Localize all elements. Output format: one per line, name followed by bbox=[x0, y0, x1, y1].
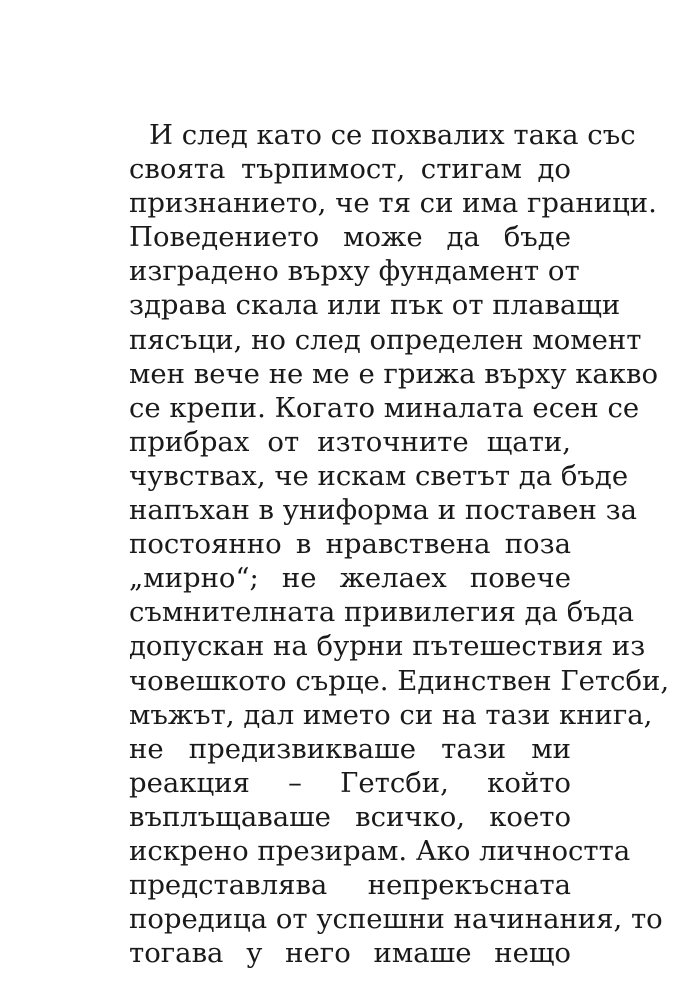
text-line: Поведението може да бъде bbox=[129, 221, 571, 254]
text-line: искрено презирам. Ако личността bbox=[129, 834, 631, 867]
text-line: представлява непрекъсната bbox=[129, 869, 571, 902]
text-line: здрава скала или пък от плаващи bbox=[129, 289, 621, 322]
text-line: изградено върху фундамент от bbox=[129, 255, 580, 288]
text-line: реакция – Гетсби, който bbox=[129, 766, 571, 799]
text-line: „мирно“; не желаех повече bbox=[129, 562, 571, 595]
text-line: мен вече не ме е грижа върху какво bbox=[129, 357, 659, 390]
text-line: своята търпимост, стигам до bbox=[129, 153, 571, 186]
text-line: мъжът, дал името си на тази книга, bbox=[129, 698, 653, 731]
text-line: съмнителната привилегия да бъда bbox=[129, 596, 635, 629]
text-line: допускан на бурни пътешествия из bbox=[129, 630, 646, 663]
text-line: И след като се похвалих така със bbox=[149, 119, 636, 151]
text-line: тогава у него имаше нещо bbox=[129, 937, 571, 970]
text-line: напъхан в униформа и поставен за bbox=[129, 494, 637, 527]
text-line: постоянно в нравствена поза bbox=[129, 528, 571, 561]
text-line: пясъци, но след определен момент bbox=[129, 323, 642, 356]
body-paragraph bbox=[129, 118, 670, 970]
text-line: човешкото сърце. Единствен Гетсби, bbox=[129, 664, 670, 697]
text-line: прибрах от източните щати, bbox=[129, 425, 571, 458]
text-line: въплъщаваше всичко, което bbox=[129, 800, 571, 833]
text-line: се крепи. Когато миналата есен се bbox=[129, 391, 640, 424]
text-line: чувствах, че искам светът да бъде bbox=[129, 459, 629, 492]
text-line: поредица от успешни начинания, то bbox=[129, 903, 663, 936]
text-line: не предизвикваше тази ми bbox=[129, 732, 571, 765]
text-line: признанието, че тя си има граници. bbox=[129, 187, 657, 220]
